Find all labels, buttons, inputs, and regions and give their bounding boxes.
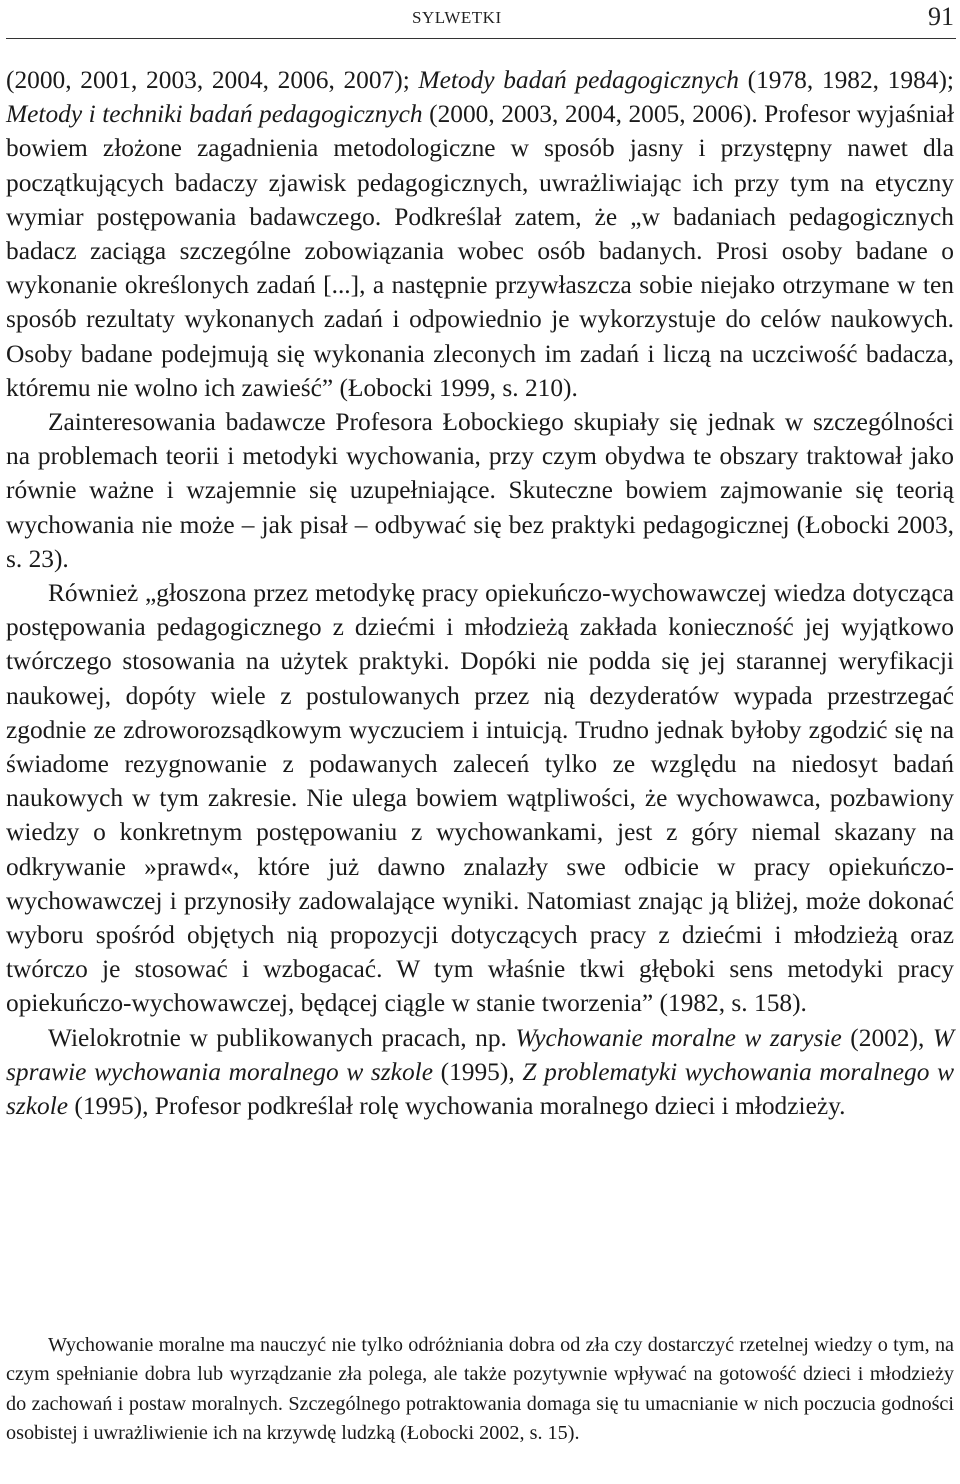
paragraph-4 xyxy=(6,1021,954,1124)
italic-title-run: Metody i techniki badań pedagogicznych xyxy=(6,100,423,129)
block-quote xyxy=(6,1331,954,1449)
text-run: (2000, 2001, 2003, 2004, 2006, 2007); xyxy=(6,66,419,94)
paragraph-3 xyxy=(6,576,954,1021)
text-run: (1978, 1982, 1984); xyxy=(738,66,954,94)
text-run: (2002), xyxy=(841,1023,933,1052)
body-text xyxy=(6,63,954,1123)
text-run: Zainteresowania badawcze Profesora Łobockiego skupiały się jednak w szczególności na problemach teorii i metodyki wychowania, przy czym obydwa te obszary traktował jako równie ważne i wzajemnie się uzupełniające. Skuteczne bowiem zajmowanie się teorią wychowania nie może – jak pisał – odbywać się bez praktyki pedagogicznej (Łobocki 2003, s. 23). xyxy=(6,408,954,573)
italic-title-run: W sprawie wychowania moralnego w szkole xyxy=(6,1023,955,1086)
italic-title-run: Metody badań pedagogicznych xyxy=(418,66,739,94)
text-run: (2000, 2003, 2004, 2005, 2006). Profesor wyjaśniał bowiem złożone zagadnienia metodologiczne w sposób jasny i przystępny nawet dla początkujących badaczy zjawisk pedagogicznych, uwrażliwiając ich przy tym na etyczny wymiar postępowania badawczego. Podkreślał zatem, że „w badaniach pedagogicznych badacz zaciąga szczególne zobowiązania wobec osób badanych. Prosi osoby badane o wykonanie określonych zadań [...], a następnie przywłaszcza sobie niejako otrzymane w ten sposób rezultaty wykonanych zadań i odpowiednio je wykorzystuje do celów naukowych. Osoby badane podejmują się wykonania zleconych im zadań i liczą na uczciwość badacza, któremu nie wolno ich zawieść” (Łobocki 1999, s. 210). xyxy=(6,100,955,402)
text-run: Wielokrotnie w publikowanych pracach, np. xyxy=(48,1023,516,1052)
text-run: (1995), xyxy=(432,1057,523,1086)
text-run: Również „głoszona przez metodykę pracy opiekuńczo-wychowawczej wiedza dotycząca postępowania pedagogicznego z dziećmi i młodzieżą zakłada konieczność jej wyjątkowo twórczego stosowania na użytek praktyki. Dopóki nie podda się jej starannej weryfikacji naukowej, dopóty wiele z postulowanych przez nią dezyderatów wypada przestrzegać zgodnie ze zdroworozsądkowym wyczuciem i intuicją. Trudno jednak byłoby zgodzić się na świadome rezygnowanie z podawanych zaleceń tylko ze względu na niedosyt badań naukowych w tym zakresie. Nie ulega bowiem wątpliwości, że wychowawca, pozbawiony wiedzy o konkretnym postępowaniu z wychowankami, jest z góry niemal skazany na odkrywanie »prawd«, które już dawno znalazły swe odbicie w pracy opiekuńczo-wychowawczej i przynosiły zadowalające wyniki. Natomiast znając ją bliżej, może dokonać wyboru spośród objętych nią propozycji dotyczących pracy z dziećmi i młodzieżą oraz twórczo je stosować i wzbogacać. W tym właśnie tkwi głęboki sens metodyki pracy opiekuńczo-wychowawczej, będącej ciągle w stanie tworzenia” (1982, s. 158). xyxy=(6,579,954,1018)
block-quote-text: Wychowanie moralne ma nauczyć nie tylko odróżniania dobra od zła czy dostarczyć rzetelnej wiedzy o tym, na czym spełnianie dobra lub wyrządzanie zła polega, ale także pozytywnie wpływać na gotowość dzieci i młodzieży do zachowań i postaw moralnych. Szczególnego potraktowania domaga się tu umacnianie w nich poczucia godności osobistej i uwrażliwienie ich na krzywdę ludzką (Łobocki 2002, s. 15). xyxy=(6,1334,954,1445)
header-rule xyxy=(6,38,956,39)
paragraph-2 xyxy=(6,405,954,576)
running-title: SYLWETKI xyxy=(412,8,502,27)
text-run: (1995), Profesor podkreślał rolę wychowania moralnego dzieci i młodzieży. xyxy=(68,1092,846,1121)
italic-title-run: Z problematyki wychowania moralnego w szkole xyxy=(6,1057,955,1121)
page-number: 91 xyxy=(928,2,954,31)
italic-title-run: Wychowanie moralne w zarysie xyxy=(515,1023,842,1052)
running-head xyxy=(0,0,960,40)
paragraph-1 xyxy=(6,63,954,405)
